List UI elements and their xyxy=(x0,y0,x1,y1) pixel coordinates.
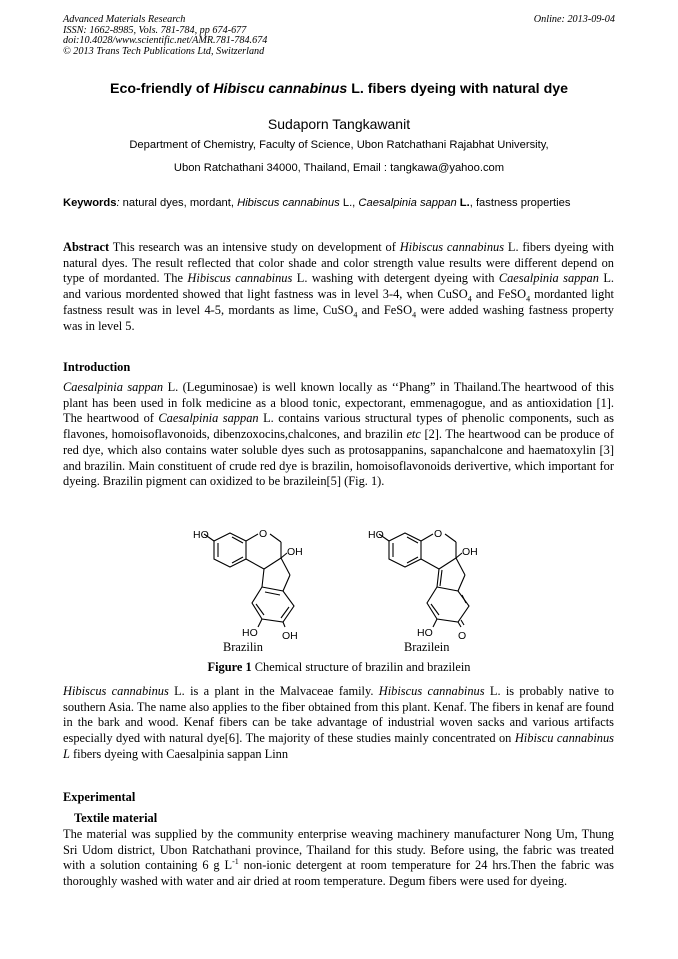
issn-line: ISSN: 1662-8985, Vols. 781-784, pp 674-677 xyxy=(63,24,247,36)
journal-name: Advanced Materials Research xyxy=(63,14,186,25)
brazilin-structure xyxy=(204,533,294,627)
intro-italic: Caesalpinia sappan xyxy=(158,411,259,426)
brazilin-ho-top: HO xyxy=(193,529,209,541)
intro-text: L. (Leguminosae) is well known locally as ‘‘Phang” in Thailand.The heartwood of this plant has been used in folk medicine as a blood tonic, expectorant, emmenagogue, and as antioxidation [1]. The heartwood of xyxy=(63,380,614,426)
figure-1-structures xyxy=(0,515,678,640)
kw-text: natural dyes, mordant, xyxy=(119,197,238,209)
intro-italic: Caesalpinia sappan xyxy=(63,380,164,394)
brazilin-oh-right: OH xyxy=(287,546,303,558)
abstract-text: L. fibers dyeing with natural dyes. The result reflected that color shade and color strength value results were different depend on type of mordanted. The xyxy=(63,240,614,286)
brazilein-ho-top: HO xyxy=(368,529,384,541)
keywords xyxy=(63,196,614,212)
intro-italic: Hibiscus cannabinus xyxy=(63,684,169,698)
introduction-heading: Introduction xyxy=(63,360,131,374)
keywords-label: Keywords xyxy=(63,197,117,209)
brazilein-ring-o: O xyxy=(434,528,443,540)
intro-text: L. is probably native to southern Asia. The name also applies to the fiber obtained from this plant. Kenaf. The fibers in kenaf are found in the bark and wood. Kenaf fibers can be take advantage of industrial woven sacks and various artifacts especially dyed with natural dye[6]. The majority of these studies mainly concentrated on xyxy=(63,684,614,746)
author-name: Sudaporn Tangkawanit xyxy=(267,116,411,132)
brazilin-ring-o: O xyxy=(259,528,268,540)
keywords-colon: : xyxy=(116,197,120,209)
exp-text: non-ionic detergent at room temperature for 24 hrs.Then the fabric was thoroughly washed with water and air dried at room temperature. Degum fibers were used for dyeing. xyxy=(63,858,615,889)
intro-text: [2]. The heartwood can be produce of red dye, which also contains water soluble dyes such as protosappanins, sapanchalcone and haematoxylin [3] and brazilin. Main constituent of crude red dye is brazilin, homoisoflavonoids derivertive, which important for dyeing. Brazilin pigment can oxidized to be brazilein[5] (Fig. 1). xyxy=(63,427,614,489)
kw-text: L., xyxy=(339,197,359,209)
intro-italic: Hibiscus cannabinus xyxy=(378,684,485,698)
doi-line: doi:10.4028/www.scientific.net/AMR.781-784.674 xyxy=(63,35,268,47)
journal-header xyxy=(63,15,615,57)
copyright-line: © 2013 Trans Tech Publications Ltd, Switzerland xyxy=(63,45,265,57)
kw-text: L. xyxy=(456,197,470,209)
caption-label: Figure 1 xyxy=(207,660,252,674)
intro-italic: etc xyxy=(406,427,421,442)
subscript: 4 xyxy=(412,310,417,320)
brazilein-oh-right: OH xyxy=(462,546,478,558)
introduction-paragraph-1 xyxy=(63,380,614,490)
title-text: Eco-friendly of xyxy=(109,81,214,97)
brazilin-label: Brazilin xyxy=(223,640,263,654)
brazilein-label: Brazilein xyxy=(404,640,450,654)
exp-text: The material was supplied by the community enterprise weaving machinery manufacturer Nong Um, Thung Sri Udom district, Ubon Ratchathani province, Thailand for this study. Before using, the fabric was treated with a solution containing 6 g L xyxy=(63,827,614,873)
abstract-label: Abstract xyxy=(63,240,110,254)
abstract-text: and FeSO xyxy=(471,287,527,302)
subscript: 4 xyxy=(467,294,472,304)
abstract-italic: Caesalpinia sappan xyxy=(498,271,599,286)
intro-text: fibers dyeing with Caesalpinia sappan Linn xyxy=(69,746,289,761)
brazilin-ho-bottom: HO xyxy=(242,627,258,639)
abstract xyxy=(63,240,614,334)
figure-caption xyxy=(0,660,678,675)
brazilein-structure xyxy=(379,533,469,627)
online-date: Online: 2013-09-04 xyxy=(533,14,615,25)
abstract-text: were added washing fastness property was in level 5. xyxy=(63,302,615,333)
kw-italic: Caesalpinia sappan xyxy=(358,197,457,209)
affiliation-line-1: Department of Chemistry, Faculty of Science, Ubon Ratchathani Rajabhat University, xyxy=(129,139,549,151)
intro-text: L. is a plant in the Malvaceae family. xyxy=(168,684,379,698)
abstract-italic: Hibiscus cannabinus xyxy=(399,240,505,254)
brazilein-o-bottom: O xyxy=(458,630,467,640)
title-text-end: L. fibers dyeing with natural dye xyxy=(347,81,569,97)
textile-material-heading: Textile material xyxy=(74,811,158,825)
brazilin-oh-bottom: OH xyxy=(282,630,298,640)
abstract-italic: Hibiscus cannabinus xyxy=(187,271,293,286)
abstract-text: L. washing with detergent dyeing with xyxy=(292,271,499,286)
subscript: 4 xyxy=(526,294,531,304)
title-species: Hibiscu cannabinus xyxy=(213,81,348,97)
affiliation-line-2: Ubon Ratchathani 34000, Thailand, Email : tangkawa@yahoo.com xyxy=(173,162,505,174)
caption-text: Chemical structure of brazilin and brazilein xyxy=(251,660,471,674)
abstract-text: mordanted light fastness result was in level 4-5, mordants as lime, CuSO xyxy=(63,287,614,317)
intro-text: L. contains various structural types of phenolic components, such as flavones, homoisoflavonoids, dibenzoxocins,chalcones, and brazilin xyxy=(63,411,614,442)
abstract-text: and FeSO xyxy=(357,302,413,317)
subscript: 4 xyxy=(353,310,358,320)
introduction-paragraph-2 xyxy=(63,684,614,763)
brazilein-ho-bottom: HO xyxy=(417,627,433,639)
paper-title xyxy=(0,81,678,97)
abstract-text: This research was an intensive study on development of xyxy=(109,240,400,254)
kw-italic: Hibiscus cannabinus xyxy=(237,197,340,209)
abstract-text: L. and various mordented showed that light fastness was in level 3-4, when CuSO xyxy=(63,271,615,302)
superscript: -1 xyxy=(232,857,239,867)
intro-italic: Hibiscu cannabinus L xyxy=(63,731,615,761)
experimental-heading: Experimental xyxy=(63,790,136,804)
kw-text: , fastness properties xyxy=(469,197,571,209)
experimental-paragraph xyxy=(63,827,614,890)
